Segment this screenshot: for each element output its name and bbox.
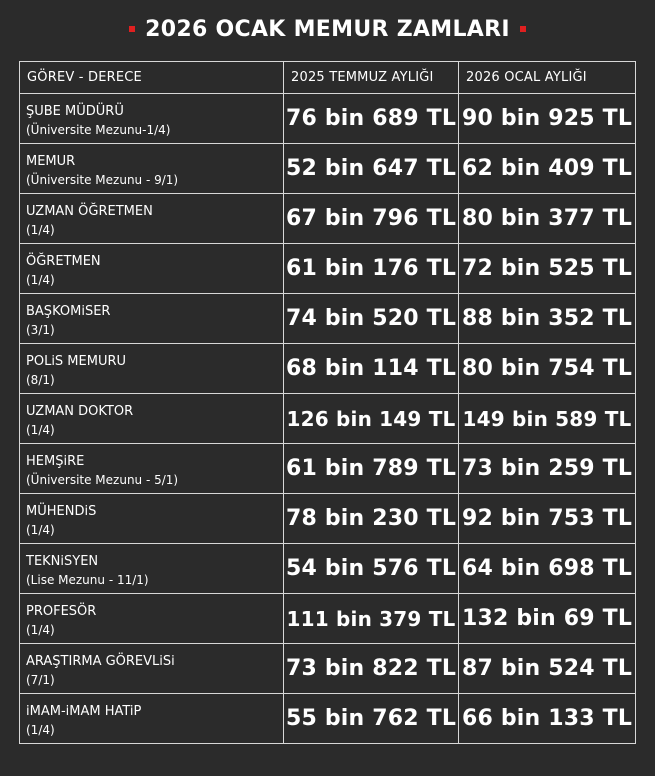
role-cell — [20, 194, 284, 244]
salary-2026: 80 bin 377 TL — [459, 194, 636, 244]
role-cell — [20, 544, 284, 594]
salary-2025: 61 bin 789 TL — [284, 444, 459, 494]
salary-2025: 126 bin 149 TL — [284, 394, 459, 444]
role-cell — [20, 444, 284, 494]
title-left-dot-icon — [129, 26, 135, 32]
role-name: UZMAN ÖĞRETMEN — [26, 203, 153, 219]
role-cell — [20, 344, 284, 394]
role-grade: (1/4) — [26, 722, 55, 737]
role-cell — [20, 244, 284, 294]
salary-2025: 55 bin 762 TL — [284, 694, 459, 744]
role-name: MÜHENDiS — [26, 503, 97, 519]
header-2025: 2025 TEMMUZ AYLIĞI — [284, 62, 459, 94]
title-right-dot-icon — [520, 26, 526, 32]
salary-2026: 90 bin 925 TL — [459, 94, 636, 144]
role-cell — [20, 694, 284, 744]
role-cell — [20, 294, 284, 344]
table-row — [20, 194, 636, 244]
salary-2025: 68 bin 114 TL — [284, 344, 459, 394]
salary-2025: 61 bin 176 TL — [284, 244, 459, 294]
role-cell — [20, 494, 284, 544]
table-row — [20, 294, 636, 344]
role-name: HEMŞiRE — [26, 453, 85, 469]
salary-2025: 76 bin 689 TL — [284, 94, 459, 144]
role-name: TEKNiSYEN — [26, 553, 99, 569]
role-name: UZMAN DOKTOR — [26, 403, 134, 419]
table-body — [20, 94, 636, 744]
table-row — [20, 444, 636, 494]
page-title-bar — [0, 0, 655, 58]
role-grade: (Üniversite Mezunu-1/4) — [26, 122, 171, 137]
table-row — [20, 644, 636, 694]
table-row — [20, 344, 636, 394]
role-grade: (8/1) — [26, 372, 55, 387]
table-row — [20, 244, 636, 294]
role-grade: (Üniversite Mezunu - 9/1) — [26, 172, 179, 187]
role-name: ŞUBE MÜDÜRÜ — [26, 103, 124, 119]
role-name: iMAM-iMAM HATiP — [26, 703, 142, 719]
table-row — [20, 544, 636, 594]
header-role: GÖREV - DERECE — [20, 62, 284, 94]
salary-2026: 149 bin 589 TL — [459, 394, 636, 444]
role-grade: (1/4) — [26, 422, 55, 437]
role-grade: (Üniversite Mezunu - 5/1) — [26, 472, 179, 487]
role-name: PROFESÖR — [26, 603, 97, 619]
role-cell — [20, 594, 284, 644]
salary-2025: 52 bin 647 TL — [284, 144, 459, 194]
role-name: POLiS MEMURU — [26, 353, 127, 369]
salary-2026: 62 bin 409 TL — [459, 144, 636, 194]
role-grade: (1/4) — [26, 272, 55, 287]
salary-2026: 132 bin 69 TL — [459, 594, 636, 644]
salary-2025: 111 bin 379 TL — [284, 594, 459, 644]
salary-2026: 64 bin 698 TL — [459, 544, 636, 594]
role-grade: (1/4) — [26, 522, 55, 537]
salary-2025: 74 bin 520 TL — [284, 294, 459, 344]
salary-2026: 66 bin 133 TL — [459, 694, 636, 744]
role-grade: (Lise Mezunu - 11/1) — [26, 572, 149, 587]
header-2026: 2026 OCAL AYLIĞI — [459, 62, 636, 94]
salary-2026: 72 bin 525 TL — [459, 244, 636, 294]
salary-2026: 88 bin 352 TL — [459, 294, 636, 344]
role-grade: (1/4) — [26, 222, 55, 237]
role-grade: (3/1) — [26, 322, 55, 337]
salary-2026: 87 bin 524 TL — [459, 644, 636, 694]
role-cell — [20, 144, 284, 194]
salary-table-container — [19, 61, 635, 744]
salary-2025: 67 bin 796 TL — [284, 194, 459, 244]
role-grade: (7/1) — [26, 672, 55, 687]
role-cell — [20, 94, 284, 144]
table-row — [20, 394, 636, 444]
role-cell — [20, 394, 284, 444]
table-header-row — [20, 62, 636, 94]
table-row — [20, 694, 636, 744]
salary-2026: 80 bin 754 TL — [459, 344, 636, 394]
salary-2026: 73 bin 259 TL — [459, 444, 636, 494]
salary-2026: 92 bin 753 TL — [459, 494, 636, 544]
table-row — [20, 94, 636, 144]
role-name: BAŞKOMiSER — [26, 303, 111, 319]
page-title: 2026 OCAK MEMUR ZAMLARI — [145, 16, 510, 42]
salary-2025: 78 bin 230 TL — [284, 494, 459, 544]
table-row — [20, 144, 636, 194]
role-name: ARAŞTIRMA GÖREVLiSi — [26, 653, 175, 669]
salary-2025: 73 bin 822 TL — [284, 644, 459, 694]
role-name: ÖĞRETMEN — [26, 253, 101, 269]
role-name: MEMUR — [26, 153, 76, 169]
salary-2025: 54 bin 576 TL — [284, 544, 459, 594]
table-row — [20, 594, 636, 644]
salary-table — [19, 61, 636, 744]
role-grade: (1/4) — [26, 622, 55, 637]
table-row — [20, 494, 636, 544]
role-cell — [20, 644, 284, 694]
